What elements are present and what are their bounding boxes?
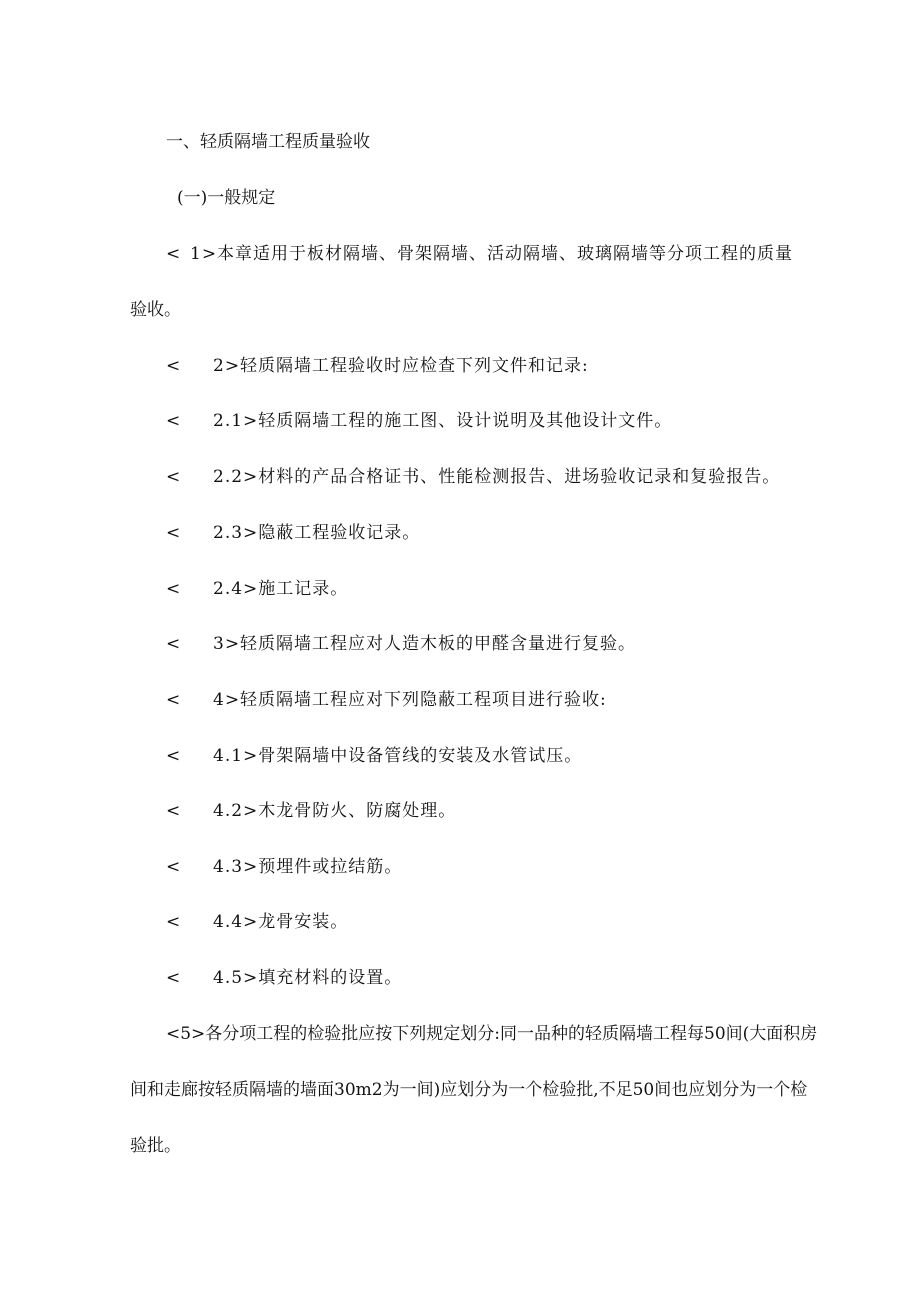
list-item-text: 4.4>龙骨安装。 (213, 912, 349, 932)
list-item-text: 4.2>木龙骨防火、防腐处理。 (213, 801, 457, 821)
list-item-text: 2.1>轻质隔墙工程的施工图、设计说明及其他设计文件。 (213, 411, 673, 431)
list-item-text: 4.5>填充材料的设置。 (213, 968, 403, 988)
list-item-text: 4>轻质隔墙工程应对下列隐蔽工程项目进行验收: (213, 690, 607, 710)
list-item-marker: < (166, 968, 181, 988)
list-item-text: 2.3>隐蔽工程验收记录。 (213, 523, 421, 543)
list-item-text: 4.1>骨架隔墙中设备管线的安装及水管试压。 (213, 746, 583, 766)
section-title: 一、轻质隔墙工程质量验收 (166, 132, 370, 152)
list-item-text: 2.4>施工记录。 (213, 579, 349, 599)
list-item-marker: < (166, 801, 181, 821)
list-item-marker: < (166, 411, 181, 431)
subsection-title: (一)一般规定 (177, 188, 276, 208)
list-item-text: 3>轻质隔墙工程应对人造木板的甲醛含量进行复验。 (213, 634, 637, 654)
list-item-marker: < (166, 857, 181, 877)
list-item-marker: < (166, 356, 181, 376)
list-item-marker: < (166, 579, 181, 599)
list-item-marker: < (166, 467, 181, 487)
list-item-text-continued: 验收。 (130, 300, 181, 320)
list-item-marker: < (166, 690, 181, 710)
list-item-marker: < (166, 912, 181, 932)
list-item-marker: < (166, 523, 181, 543)
list-item-5-paragraph: <5>各分项工程的检验批应按下列规定划分:同一品种的轻质隔墙工程每50间(大面积房间和走廊按轻质隔墙的墙面30m2为一间)应划分为一个检验批,不足50间也应划分为一个检验批。 (130, 1024, 818, 1156)
list-item-marker: < (166, 634, 181, 654)
list-item-marker: < (166, 746, 181, 766)
list-item-text: 2>轻质隔墙工程验收时应检查下列文件和记录: (213, 356, 589, 376)
list-item-text: 1>本章适用于板材隔墙、骨架隔墙、活动隔墙、玻璃隔墙等分项工程的质量 (190, 244, 794, 264)
list-item-marker: < (166, 244, 181, 264)
list-item-text: 4.3>预埋件或拉结筋。 (213, 857, 403, 877)
list-item-text: 2.2>材料的产品合格证书、性能检测报告、进场验收记录和复验报告。 (213, 467, 781, 487)
